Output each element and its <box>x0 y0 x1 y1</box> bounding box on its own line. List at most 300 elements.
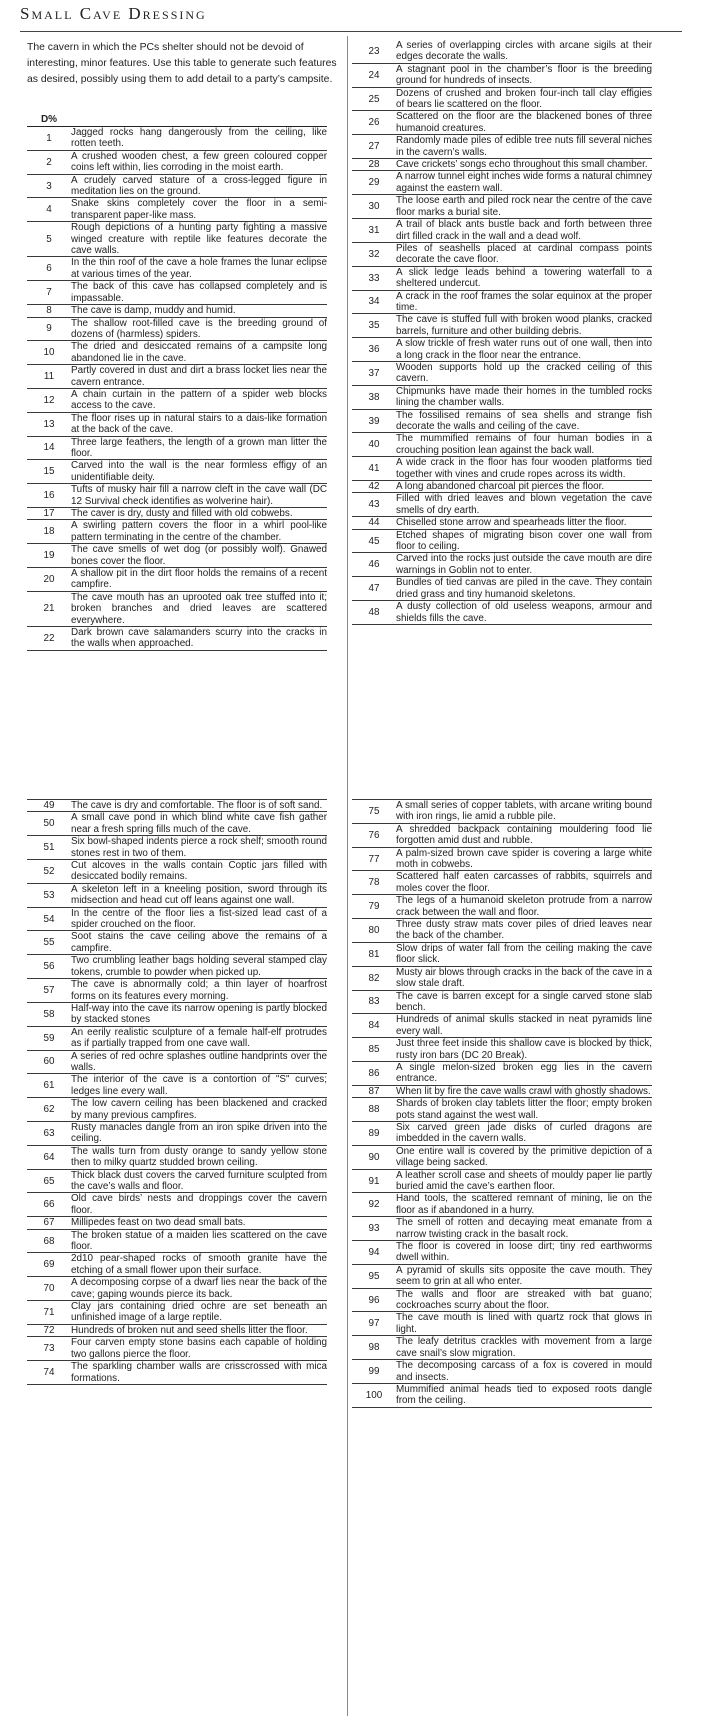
feature-description: Just three feet inside this shallow cave is blocked by thick, rusty iron bars (DC 20 Break). <box>396 1038 652 1061</box>
table-row <box>27 907 327 931</box>
table-row <box>352 847 652 871</box>
table-row <box>27 508 327 520</box>
roll-number: 87 <box>368 1085 380 1097</box>
table-row <box>352 577 652 601</box>
table-row <box>352 457 652 481</box>
roll-number: 36 <box>368 344 380 356</box>
table-row <box>352 433 652 457</box>
feature-description: A series of red ochre splashes outline handprints over the walls. <box>71 1050 327 1073</box>
roll-number: 23 <box>368 45 380 57</box>
roll-number: 34 <box>368 296 380 308</box>
roll-number: 79 <box>368 901 380 913</box>
roll-number: 92 <box>368 1199 380 1211</box>
roll-number: 85 <box>368 1044 380 1056</box>
table-row <box>352 517 652 529</box>
feature-description: Jagged rocks hang dangerously from the ceiling, like rotten teeth. <box>71 127 327 150</box>
roll-number: 3 <box>46 180 52 192</box>
roll-number: 93 <box>368 1223 380 1235</box>
column-divider <box>347 36 348 1716</box>
roll-number: 17 <box>43 508 55 520</box>
feature-description: The back of this cave has collapsed completely and is impassable. <box>71 281 327 304</box>
roll-number: 91 <box>368 1175 380 1187</box>
feature-description: Cut alcoves in the walls contain Coptic jars filled with desiccated bodily remains. <box>71 860 327 883</box>
table-row <box>27 979 327 1003</box>
roll-number: 49 <box>43 800 55 812</box>
roll-number: 12 <box>43 394 55 406</box>
table-row <box>352 385 652 409</box>
feature-description: Chiselled stone arrow and spearheads litter the floor. <box>396 517 627 529</box>
roll-number: 11 <box>43 371 55 383</box>
roll-number: 95 <box>368 1270 380 1282</box>
table-row <box>352 135 652 159</box>
table-row <box>352 266 652 290</box>
roll-number: 81 <box>368 948 380 960</box>
feature-description: Slow drips of water fall from the ceiling making the cave floor slick. <box>396 942 652 966</box>
table-row <box>352 219 652 243</box>
roll-number: 74 <box>43 1367 55 1378</box>
roll-number: 86 <box>368 1067 380 1079</box>
table-row <box>352 1085 652 1097</box>
feature-description: The legs of a humanoid skeleton protrude from a narrow crack between the wall and floor. <box>396 895 652 918</box>
feature-description: The cave is damp, muddy and humid. <box>71 305 236 317</box>
roll-number: 54 <box>43 913 55 925</box>
roll-number: 22 <box>43 632 55 644</box>
roll-number: 89 <box>368 1127 380 1139</box>
table-row <box>352 290 652 314</box>
feature-description: The loose earth and piled rock near the centre of the cave floor marks a burial site. <box>396 195 652 218</box>
roll-number: 55 <box>43 937 55 949</box>
roll-number: 59 <box>43 1032 55 1044</box>
feature-description: When lit by fire the cave walls crawl with ghostly shadows. <box>396 1085 651 1097</box>
table-row <box>352 1014 652 1038</box>
roll-number: 32 <box>368 248 380 260</box>
feature-description: Piles of seashells placed at cardinal compass points decorate the cave floor. <box>396 242 652 266</box>
feature-description: Old cave birds’ nests and droppings cover the cavern floor. <box>71 1193 327 1216</box>
dressing-table-23-48 <box>352 40 652 625</box>
feature-description: Shards of broken clay tablets litter the floor; empty broken pots stand against the west wall. <box>396 1098 652 1121</box>
roll-number: 10 <box>43 347 55 359</box>
table-row <box>352 493 652 517</box>
feature-description: Half-way into the cave its narrow opening is partly blocked by stacked stones <box>71 1002 327 1026</box>
roll-number: 90 <box>368 1151 380 1163</box>
feature-description: The walls turn from dusty orange to sandy yellow stone then to milky quartz studded brown ceiling. <box>71 1145 327 1169</box>
feature-description: Soot stains the cave ceiling above the remains of a campfire. <box>71 931 327 954</box>
roll-number: 73 <box>43 1343 55 1355</box>
table-row <box>27 955 327 979</box>
roll-number: 5 <box>46 233 52 245</box>
feature-description: The cave is abnormally cold; a thin layer of hoarfrost forms on its features every morning. <box>71 979 327 1002</box>
feature-description: One entire wall is covered by the primitive depiction of a village being sacked. <box>396 1145 652 1169</box>
feature-description: A slow trickle of fresh water runs out of one wall, then into a long crack in the floor near the entrance. <box>396 338 652 361</box>
table-row <box>27 591 327 626</box>
feature-description: Two crumbling leather bags holding several stamped clay tokens, crumble to powder when picked up. <box>71 955 327 978</box>
feature-description: A crushed wooden chest, a few green coloured copper coins left within, lies corroding in the moist earth. <box>71 150 327 174</box>
feature-description: The interior of the cave is a contortion of "S" curves; ledges line every wall. <box>71 1074 327 1097</box>
table-row <box>27 281 327 305</box>
feature-description: Mummified animal heads tied to exposed roots dangle from the ceiling. <box>396 1383 652 1407</box>
feature-description: Scattered half eaten carcasses of rabbits, squirrels and moles cover the floor. <box>396 871 652 894</box>
feature-description: A small cave pond in which blind white cave fish gather near a fresh spring fills much of the cave. <box>71 812 327 835</box>
table-row <box>27 1169 327 1193</box>
table-row <box>352 1241 652 1265</box>
table-row <box>27 627 327 651</box>
feature-description: The floor is covered in loose dirt; tiny red earthworms dwell within. <box>396 1241 652 1264</box>
roll-number: 61 <box>43 1080 55 1092</box>
table-row <box>27 436 327 460</box>
feature-description: A swirling pattern covers the floor in a whirl pool-like pattern terminating in the centre of the chamber. <box>71 520 327 543</box>
roll-number: 44 <box>368 517 380 529</box>
roll-number: 16 <box>43 490 55 502</box>
roll-number: 29 <box>368 177 380 189</box>
table-row <box>27 1002 327 1026</box>
table-row <box>27 800 327 812</box>
roll-number: 77 <box>368 853 380 865</box>
table-row <box>352 242 652 266</box>
roll-number: 76 <box>368 829 380 841</box>
roll-number: 45 <box>368 535 380 547</box>
dressing-table-1-22 <box>27 112 327 651</box>
roll-number: 62 <box>43 1104 55 1116</box>
feature-description: The leafy detritus crackles with movement from a large cave snail’s slow migration. <box>396 1336 652 1359</box>
roll-number: 40 <box>368 439 380 451</box>
table-row <box>352 40 652 63</box>
table-row <box>352 1288 652 1312</box>
table-row <box>27 544 327 568</box>
page-title: Small Cave Dressing <box>20 4 207 23</box>
table-row <box>27 1193 327 1217</box>
roll-number: 56 <box>43 961 55 973</box>
roll-number: 98 <box>368 1342 380 1354</box>
feature-description: The decomposing carcass of a fox is covered in mould and insects. <box>396 1360 652 1383</box>
feature-description: Wooden supports hold up the cracked ceiling of this cavern. <box>396 361 652 385</box>
roll-number: 21 <box>43 603 55 615</box>
dressing-table-75-100 <box>352 773 652 1408</box>
table-row <box>352 1312 652 1336</box>
feature-description: Rusty manacles dangle from an iron spike driven into the ceiling. <box>71 1121 327 1145</box>
feature-description: The broken statue of a maiden lies scattered on the cave floor. <box>71 1229 327 1253</box>
feature-description: The smell of rotten and decaying meat emanate from a narrow twisting crack in the basalt rock. <box>396 1217 652 1240</box>
roll-number: 83 <box>368 996 380 1008</box>
feature-description: The cave mouth is lined with quartz rock that glows in light. <box>396 1312 652 1335</box>
feature-description: The cave is dry and comfortable. The floor is of soft sand. <box>71 800 323 811</box>
feature-description: Hundreds of broken nut and seed shells litter the floor. <box>71 1324 308 1336</box>
table-row <box>27 1026 327 1050</box>
roll-number: 8 <box>46 305 52 317</box>
roll-number: 24 <box>368 69 380 81</box>
table-row <box>352 171 652 195</box>
roll-number: 94 <box>368 1246 380 1258</box>
table-row <box>352 1121 652 1145</box>
feature-description: A long abandoned charcoal pit pierces the floor. <box>396 481 605 493</box>
table-row <box>27 150 327 174</box>
feature-description: Dozens of crushed and broken four-inch tall clay effigies of bears lie scattered on the floor. <box>396 87 652 111</box>
feature-description: Rough depictions of a hunting party fighting a massive winged creature with reptile like features decorate the cave walls. <box>71 222 327 257</box>
roll-number: 70 <box>43 1283 55 1295</box>
table-row <box>27 1217 327 1229</box>
feature-description: A shredded backpack containing mouldering food lie forgotten amid dust and rubble. <box>396 823 652 847</box>
roll-number: 67 <box>43 1217 55 1229</box>
roll-number: 37 <box>368 367 380 379</box>
roll-number: 72 <box>43 1325 55 1337</box>
table-row <box>352 1336 652 1360</box>
feature-description: The dried and desiccated remains of a campsite long abandoned lie in the cave. <box>71 341 327 364</box>
table-row <box>27 1050 327 1074</box>
table-row <box>27 460 327 484</box>
roll-number: 26 <box>368 117 380 129</box>
feature-description: The floor rises up in natural stairs to a dais-like formation at the back of the cave. <box>71 412 327 436</box>
feature-description: The low cavern ceiling has been blackened and cracked by many previous campfires. <box>71 1098 327 1121</box>
feature-description: A series of overlapping circles with arcane sigils at their edges decorate the walls. <box>396 40 652 63</box>
table-row <box>352 409 652 433</box>
table-row <box>27 174 327 198</box>
roll-number: 71 <box>43 1306 55 1318</box>
table-row <box>27 1301 327 1325</box>
roll-number: 38 <box>368 391 380 403</box>
feature-description: Carved into the wall is the near formless effigy of an unidentifiable deity. <box>71 460 327 483</box>
feature-description: A shallow pit in the dirt floor holds the remains of a recent campfire. <box>71 568 327 591</box>
table-row <box>352 1264 652 1288</box>
feature-description: A chain curtain in the pattern of a spider web blocks access to the cave. <box>71 388 327 412</box>
feature-description: Carved into the rocks just outside the cave mouth are dire warnings in Goblin not to enter. <box>396 553 652 576</box>
feature-description: Six bowl-shaped indents pierce a rock shelf; smooth round stones rest in two of them. <box>71 836 327 859</box>
feature-description: Partly covered in dust and dirt a brass locket lies near the cavern entrance. <box>71 365 327 388</box>
table-row <box>27 198 327 222</box>
roll-number: 52 <box>43 865 55 877</box>
feature-description: The cave smells of wet dog (or possibly wolf). Gnawed bones cover the floor. <box>71 544 327 567</box>
feature-description: Scattered on the floor are the blackened bones of three humanoid creatures. <box>396 111 652 134</box>
feature-description: 2d10 pear-shaped rocks of smooth granite have the etching of a small flower upon their surface. <box>71 1253 327 1276</box>
table-row <box>352 1038 652 1062</box>
table-row <box>352 942 652 966</box>
feature-description: Hand tools, the scattered remnant of mining, lie on the floor as if abandoned in a hurry. <box>396 1193 652 1216</box>
roll-number: 31 <box>368 225 380 236</box>
feature-description: A single melon-sized broken egg lies in the cavern entrance. <box>396 1061 652 1085</box>
feature-description: A trail of black ants bustle back and forth between three dirt filled crack in the wall and a dead wolf. <box>396 219 652 242</box>
feature-description: Clay jars containing dried ochre are set beneath an unfinished image of a large reptile. <box>71 1301 327 1324</box>
table-row <box>352 1217 652 1241</box>
feature-description: Chipmunks have made their homes in the tumbled rocks lining the chamber walls. <box>396 385 652 409</box>
roll-number: 43 <box>368 499 380 511</box>
table-row <box>352 800 652 824</box>
title-divider <box>20 31 682 32</box>
roll-number: 80 <box>368 924 380 936</box>
feature-description: A slick ledge leads behind a towering waterfall to a sheltered undercut. <box>396 266 652 290</box>
roll-number: 46 <box>368 559 380 571</box>
table-row <box>352 87 652 111</box>
roll-number: 65 <box>43 1175 55 1187</box>
feature-description: A stagnant pool in the chamber’s floor is the breeding ground for hundreds of insects. <box>396 63 652 87</box>
feature-description: A pyramid of skulls sits opposite the cave mouth. They seem to grin at all who enter. <box>396 1264 652 1288</box>
table-row <box>27 317 327 341</box>
table-row <box>27 1145 327 1169</box>
table-row <box>27 127 327 151</box>
table-row <box>27 520 327 544</box>
roll-number: 42 <box>368 481 380 493</box>
feature-description: An eerily realistic sculpture of a female half-elf protrudes as if partially trapped from one cave wall. <box>71 1026 327 1050</box>
table-row <box>352 361 652 385</box>
roll-number: 53 <box>43 889 55 901</box>
table-row <box>27 412 327 436</box>
feature-description: A narrow tunnel eight inches wide forms a natural chimney against the eastern wall. <box>396 171 652 194</box>
roll-number: 39 <box>368 415 380 427</box>
table-row <box>352 553 652 577</box>
feature-description: Hundreds of animal skulls stacked in neat pyramids line every wall. <box>396 1014 652 1037</box>
feature-description: Three large feathers, the length of a grown man litter the floor. <box>71 436 327 459</box>
feature-description: Tufts of musky hair fill a narrow cleft in the cave wall (DC 12 Survival check identifies as wolverine hair). <box>71 484 327 507</box>
table-row <box>27 1361 327 1385</box>
table-row <box>27 1253 327 1277</box>
roll-number: 68 <box>43 1235 55 1247</box>
roll-number: 6 <box>46 263 52 275</box>
roll-number: 78 <box>368 877 380 889</box>
feature-description: Three dusty straw mats cover piles of dried leaves near the back of the chamber. <box>396 919 652 942</box>
roll-number: 35 <box>368 320 380 332</box>
roll-number: 41 <box>368 463 380 475</box>
blank-row <box>352 773 652 800</box>
roll-number: 82 <box>368 972 380 984</box>
roll-number: 20 <box>43 573 55 585</box>
feature-description: A dusty collection of old useless weapons, armour and shields fills the cave. <box>396 601 652 624</box>
feature-description: Musty air blows through cracks in the back of the cave in a slow stale draft. <box>396 966 652 990</box>
table-row <box>352 895 652 919</box>
feature-description: A palm-sized brown cave spider is covering a large white moth in cobwebs. <box>396 847 652 871</box>
table-row <box>352 159 652 171</box>
feature-description: The cave mouth has an uprooted oak tree stuffed into it; broken branches and dried leaves are scattered everywhere. <box>71 591 327 626</box>
feature-description: A leather scroll case and sheets of mouldy paper lie partly buried amid the cave’s earthen floor. <box>396 1169 652 1192</box>
feature-description: Filled with dried leaves and blown vegetation the cave smells of dry earth. <box>396 493 652 516</box>
roll-number: 33 <box>368 272 380 284</box>
roll-number: 84 <box>368 1020 380 1032</box>
feature-description: Millipedes feast on two dead small bats. <box>71 1217 246 1229</box>
roll-number: 60 <box>43 1056 55 1068</box>
feature-description: In the thin roof of the cave a hole frames the lunar eclipse at various times of the year. <box>71 257 327 280</box>
roll-number: 7 <box>46 287 52 299</box>
table-row <box>27 1074 327 1098</box>
table-row <box>27 1277 327 1301</box>
table-row <box>352 63 652 87</box>
table-row <box>352 990 652 1014</box>
table-row <box>27 883 327 907</box>
feature-description: The caver is dry, dusty and filled with old cobwebs. <box>71 508 293 519</box>
roll-number: 27 <box>368 141 380 153</box>
roll-number: 4 <box>46 204 52 216</box>
table-row <box>27 1229 327 1253</box>
feature-description: A crack in the roof frames the solar equinox at the proper time. <box>396 290 652 313</box>
roll-number: 57 <box>43 985 55 996</box>
feature-description: A crudely carved stature of a cross-legged figure in meditation lies on the ground. <box>71 174 327 198</box>
table-row <box>27 568 327 592</box>
dressing-table-49-74 <box>27 773 327 1385</box>
table-row <box>352 823 652 847</box>
feature-description: Etched shapes of migrating bison cover one wall from floor to ceiling. <box>396 529 652 553</box>
table-row <box>352 966 652 990</box>
table-row <box>352 919 652 943</box>
intro-paragraph: The cavern in which the PCs shelter should not be devoid of interesting, minor features. Use this table to generate such features as desired, possibly using them to add detail to a party’s campsite. <box>27 42 337 85</box>
table-row <box>352 314 652 338</box>
roll-number: 15 <box>43 466 55 478</box>
roll-number: 2 <box>46 156 52 168</box>
feature-description: The cave is stuffed full with broken wood planks, cracked barrels, furniture and other building debris. <box>396 314 652 337</box>
table-row <box>352 338 652 362</box>
table-row <box>352 1360 652 1384</box>
roll-number: 63 <box>43 1127 55 1139</box>
feature-description: The walls and floor are streaked with bat guano; cockroaches scurry about the floor. <box>396 1288 652 1312</box>
feature-description: Bundles of tied canvas are piled in the cave. They contain dried grass and tiny humanoid skeletons. <box>396 577 652 600</box>
roll-number: 88 <box>368 1104 380 1116</box>
table-row <box>27 484 327 508</box>
feature-description: A small series of copper tablets, with arcane writing bound with iron rings, lie amid a rubble pile. <box>396 800 652 823</box>
table-row <box>27 365 327 389</box>
table-row <box>352 1145 652 1169</box>
table-row <box>27 1098 327 1122</box>
table-row <box>352 1169 652 1193</box>
roll-number: 1 <box>46 132 52 144</box>
feature-description: The mummified remains of four human bodies in a crouching position lean against the back wall. <box>396 433 652 456</box>
feature-description: A wide crack in the floor has four wooden platforms tied together with vines and crude ropes across its width. <box>396 457 652 480</box>
table-row <box>27 222 327 257</box>
table-row <box>27 836 327 860</box>
roll-number: 97 <box>368 1318 380 1330</box>
table-row <box>352 111 652 135</box>
feature-description: The sparkling chamber walls are crisscrossed with mica formations. <box>71 1361 327 1384</box>
roll-number: 28 <box>368 159 380 171</box>
dice-column-header: D% <box>27 112 71 127</box>
roll-number: 66 <box>43 1199 55 1211</box>
roll-number: 69 <box>43 1259 55 1271</box>
roll-number: 99 <box>368 1366 380 1377</box>
roll-number: 30 <box>368 201 380 213</box>
table-row <box>352 195 652 219</box>
roll-number: 96 <box>368 1294 380 1306</box>
table-row <box>352 529 652 553</box>
roll-number: 14 <box>43 442 55 454</box>
feature-description: The fossilised remains of sea shells and strange fish decorate the walls and ceiling of the cave. <box>396 409 652 432</box>
table-row <box>27 305 327 317</box>
table-row <box>27 931 327 955</box>
table-row <box>352 1098 652 1122</box>
table-row <box>352 1383 652 1407</box>
roll-number: 75 <box>368 805 380 817</box>
table-row <box>27 1121 327 1145</box>
table-row <box>27 812 327 836</box>
feature-description: Thick black dust covers the carved furniture sculpted from the cave’s walls and floor. <box>71 1169 327 1192</box>
table-row <box>352 1193 652 1217</box>
table-row <box>352 871 652 895</box>
feature-description: Four carven empty stone basins each capable of holding two gallons pierce the floor. <box>71 1337 327 1360</box>
feature-description: A decomposing corpse of a dwarf lies near the back of the cave; gaping wounds pierce its back. <box>71 1277 327 1300</box>
roll-number: 19 <box>43 550 55 562</box>
roll-number: 18 <box>43 526 55 538</box>
table-row <box>27 257 327 281</box>
feature-description: The shallow root-filled cave is the breeding ground of dozens of (harmless) spiders. <box>71 317 327 340</box>
table-row <box>352 1061 652 1085</box>
feature-description: Randomly made piles of edible tree nuts fill several niches in the cavern’s walls. <box>396 135 652 158</box>
roll-number: 13 <box>43 418 55 430</box>
roll-number: 58 <box>43 1008 55 1020</box>
roll-number: 25 <box>368 93 380 105</box>
table-row <box>27 388 327 412</box>
roll-number: 47 <box>368 583 380 595</box>
feature-description: A skeleton left in a kneeling position, sword through its midsection and head cut off leans against one wall. <box>71 883 327 907</box>
feature-description: In the centre of the floor lies a fist-sized lead cast of a spider crouched on the floor. <box>71 907 327 931</box>
blank-row <box>27 773 327 800</box>
feature-description: The cave is barren except for a single carved stone slab bench. <box>396 990 652 1013</box>
roll-number: 9 <box>46 323 52 335</box>
table-row <box>27 1324 327 1336</box>
table-row <box>27 1337 327 1361</box>
table-row <box>27 860 327 884</box>
feature-description: Snake skins completely cover the floor in a semi-transparent paper-like mass. <box>71 198 327 221</box>
